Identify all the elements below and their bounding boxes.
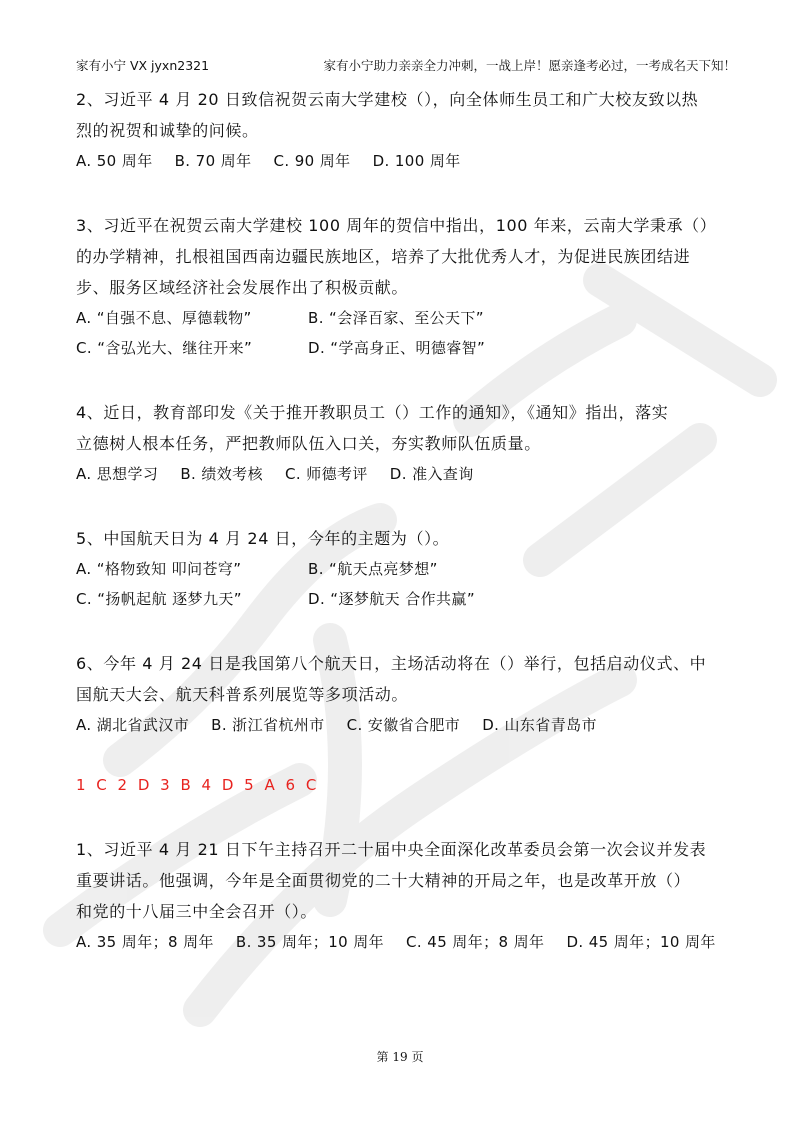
option-d: D. “逐梦航天 合作共赢” (308, 590, 475, 608)
question-1 (76, 834, 736, 957)
question-6 (76, 648, 736, 740)
question-text-line: 国航天大会、航天科普系列展览等多项活动。 (76, 685, 409, 704)
header-right: 家有小宁助力亲亲全力冲刺，一战上岸！愿亲逢考必过，一考成名天下知！ (323, 58, 736, 73)
question-text-line: 烈的祝贺和诚挚的问候。 (76, 121, 259, 140)
question-text-line: 步、服务区域经济社会发展作出了积极贡献。 (76, 278, 409, 297)
option-c: C. “含弘光大、继往开来” (76, 339, 253, 357)
option-d: D. 45 周年；10 周年 (566, 933, 716, 951)
question-text-line: 2、习近平 4 月 20 日致信祝贺云南大学建校（），向全体师生员工和广大校友致以热 (76, 90, 699, 109)
question-5 (76, 523, 736, 614)
question-text-line: 和党的十八届三中全会召开（）。 (76, 902, 318, 921)
option-d: D. “学高身正、明德睿智” (308, 339, 486, 357)
option-a: A. “自强不息、厚德载物” (76, 309, 252, 327)
options (76, 146, 736, 176)
question-text-line: 1、习近平 4 月 21 日下午主持召开二十届中央全面深化改革委员会第一次会议并发表 (76, 840, 707, 859)
question-text-line: 5、中国航天日为 4 月 24 日，今年的主题为（）。 (76, 529, 450, 548)
answer-key: 1 C 2 D 3 B 4 D 5 A 6 C (76, 776, 320, 794)
header-left: 家有小宁 VX jyxn2321 (76, 58, 210, 73)
option-c: C. 安徽省合肥市 (346, 716, 461, 734)
question-text-line: 重要讲话。他强调，今年是全面贯彻党的二十大精神的开局之年，也是改革开放（） (76, 871, 691, 890)
question-text-line: 立德树人根本任务，严把教师队伍入口关，夯实教师队伍质量。 (76, 434, 541, 453)
options (76, 554, 736, 614)
option-c: C. 师德考评 (284, 465, 368, 483)
options (76, 710, 736, 740)
option-d: D. 100 周年 (372, 152, 461, 170)
question-2 (76, 84, 736, 176)
option-c: C. 45 周年；8 周年 (406, 933, 545, 951)
question-text-line: 3、习近平在祝贺云南大学建校 100 周年的贺信中指出，100 年来，云南大学秉承（） (76, 216, 717, 235)
option-b: B. 70 周年 (174, 152, 252, 170)
option-b: B. “会泽百家、至公天下” (308, 309, 484, 327)
page-header (76, 56, 736, 74)
options (76, 459, 736, 489)
option-a: A. 50 周年 (76, 152, 153, 170)
document-body (76, 84, 736, 991)
option-a: A. 湖北省武汉市 (76, 716, 190, 734)
option-b: B. 绩效考核 (180, 465, 263, 483)
page-number: 第 19 页 (376, 1050, 424, 1064)
option-b: B. 浙江省杭州市 (211, 716, 325, 734)
option-a: A. 思想学习 (76, 465, 159, 483)
option-a: A. “格物致知 叩问苍穹” (76, 560, 242, 578)
question-3 (76, 210, 736, 363)
options (76, 303, 736, 363)
option-a: A. 35 周年；8 周年 (76, 933, 214, 951)
option-b: B. “航天点亮梦想” (308, 560, 438, 578)
option-c: C. “扬帆起航 逐梦九天” (76, 590, 242, 608)
option-d: D. 山东省青岛市 (482, 716, 597, 734)
question-text-line: 的办学精神，扎根祖国西南边疆民族地区，培养了大批优秀人才，为促进民族团结进 (76, 247, 691, 266)
option-c: C. 90 周年 (273, 152, 351, 170)
question-text-line: 4、近日，教育部印发《关于推开教职员工（）工作的通知》，《通知》指出，落实 (76, 403, 669, 422)
question-text-line: 6、今年 4 月 24 日是我国第八个航天日，主场活动将在（）举行，包括启动仪式、中 (76, 654, 707, 673)
options (76, 927, 736, 957)
option-d: D. 准入查询 (389, 465, 474, 483)
question-4 (76, 397, 736, 489)
option-b: B. 35 周年；10 周年 (235, 933, 385, 951)
